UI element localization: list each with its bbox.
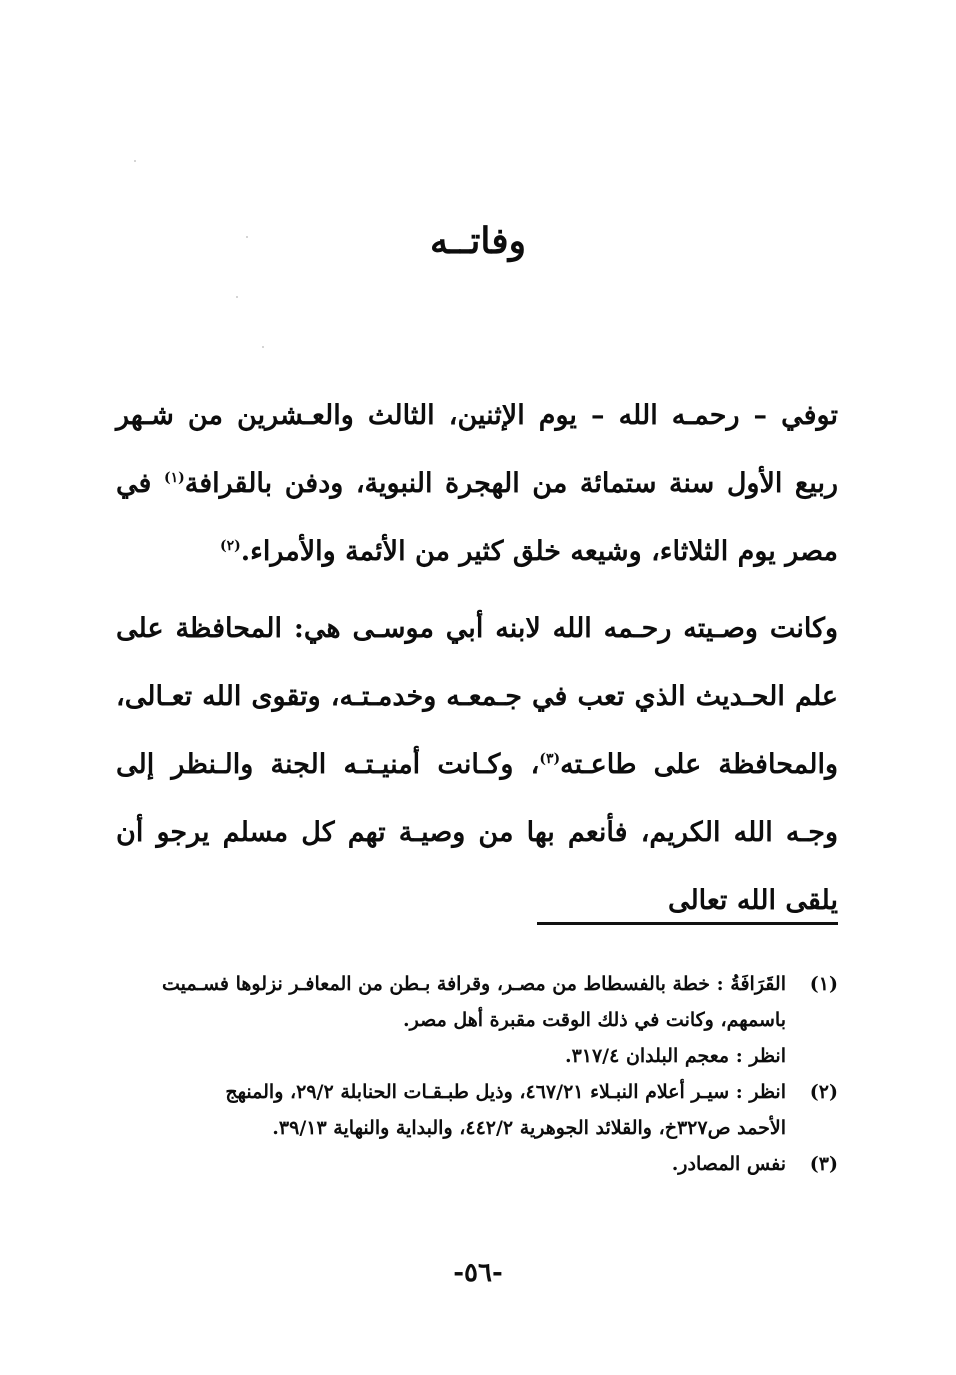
footnote-number: (١) [809, 973, 838, 995]
footnote-ref-3[interactable]: (٣) [539, 751, 561, 767]
footnote-ref-2[interactable]: (٢) [220, 538, 241, 554]
footnote-text [116, 1074, 786, 1146]
footnote-line: باسمهم، وكانت في ذلك الوقت مقبرة أهل مصر. [403, 1009, 786, 1031]
footnote-1 [116, 966, 838, 1074]
page-number: -٥٦- [453, 1258, 503, 1288]
paragraph-text: في مصر يوم الثلاثاء، وشيعه خلق كثير من الأئمة والأمراء. [116, 468, 838, 567]
paragraph-will [116, 595, 838, 935]
paragraph-text: ، وكـانت أمنيـتـه الجنة والـنظر إلى وجـه الله الكريم، فأنعم بها من وصيـة تهم كل مسلم يرجو أن يلقى الله تعالى [116, 749, 838, 916]
footnote-text [116, 966, 786, 1074]
footnote-line: انظر : سيـر أعلام النبـلاء ٤٦٧/٢١، وذيل طبـقـات الحنابلة ٢٩/٢، والمنهج [225, 1081, 786, 1103]
footnote-3 [116, 1146, 838, 1182]
paragraph-text: توفي – رحمـه الله – يوم الإثنين، الثالث والعـشرين من شـهر ربيع الأول سنة ستمائة من الهجرة النبوية، ودفن بالقرافة [116, 400, 839, 499]
paragraph-death [116, 382, 838, 586]
scan-speck [236, 296, 238, 298]
footnote-separator [537, 922, 838, 925]
footnote-number: (٢) [809, 1081, 838, 1103]
footnote-text [116, 1146, 786, 1182]
footnote-line: القَرَافَةُ : خطة بالفسطاط من مصـر، وقرافة بـطن من المعافـر نزلوها فسـميت [162, 973, 786, 995]
footnote-ref-1[interactable]: (١) [163, 470, 185, 486]
scan-speck [134, 160, 136, 162]
paragraph-text: وكانت وصـيته رحـمه الله لابنه أبي موسـى هي: المحافظة على علم الحـديث الذي تعب في جـمعـه وخدمـتـه، وتقوى الله تعـالى، والمحافظة على طاعـته [116, 613, 838, 780]
footnote-line: الأحمد ص٣٢٧خ، والقلائد الجوهرية ٤٤٢/٢، والبداية والنهاية ٣٩/١٣. [272, 1117, 786, 1139]
scan-speck [262, 346, 264, 348]
footnote-line: نفس المصادر. [671, 1153, 786, 1175]
footnote-number: (٣) [809, 1153, 838, 1175]
footnotes-section [116, 966, 838, 1182]
footnote-2 [116, 1074, 838, 1146]
footnote-line: انظر : معجم البلدان ٣١٧/٤. [564, 1045, 786, 1067]
page-title: وفاتــه [430, 220, 526, 262]
